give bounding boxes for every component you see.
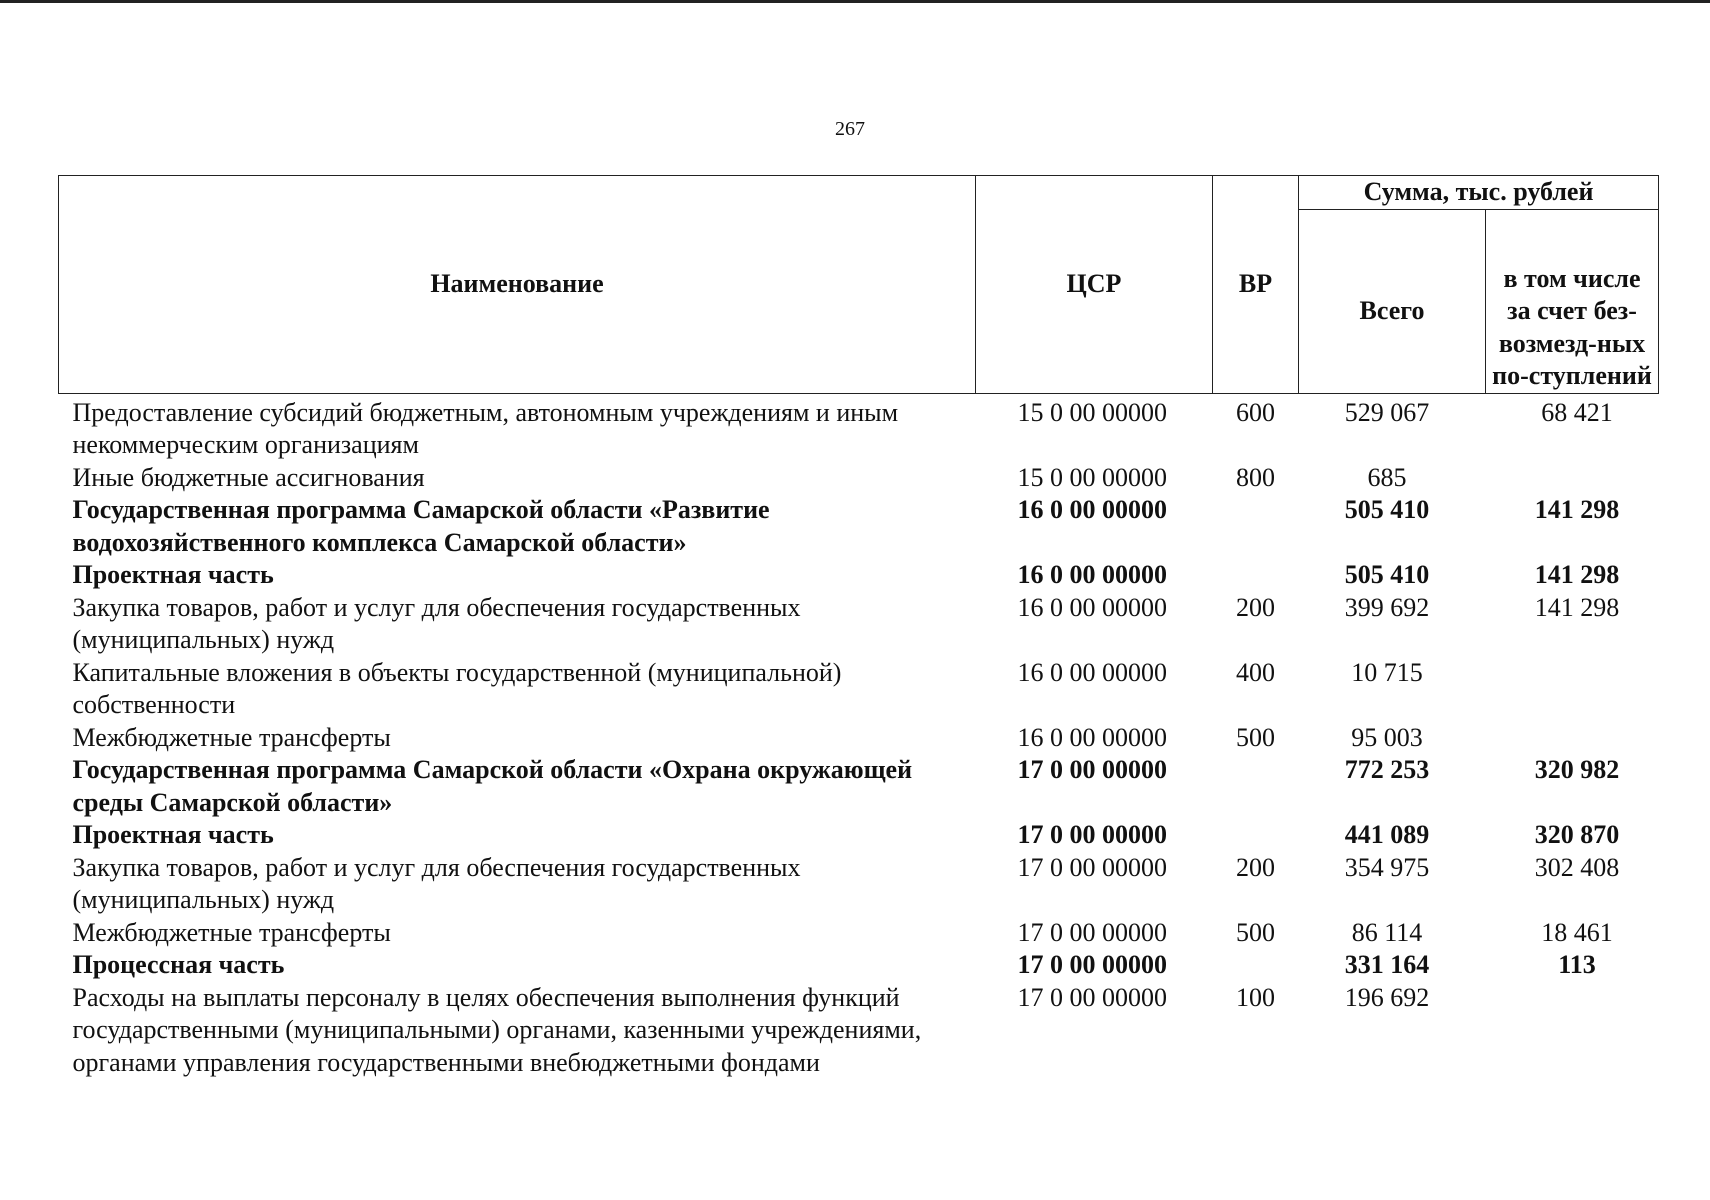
header-csr: ЦСР	[976, 176, 1213, 394]
cell-name: Процессная часть	[72, 950, 285, 979]
cell-name: Предоставление субсидий бюджетным, автономным учреждениям и иным некоммерческим организациям	[72, 397, 899, 459]
table-row	[59, 852, 1659, 917]
cell-total: 441 089	[1344, 820, 1430, 849]
header-total: Всего	[1299, 209, 1486, 393]
header-sum-group: Сумма, тыс. рублей	[1299, 176, 1659, 210]
cell-vr	[1213, 949, 1299, 982]
cell-name: Проектная часть	[72, 820, 274, 849]
cell-total: 685	[1367, 462, 1407, 492]
cell-free-receipts: 141 298	[1534, 560, 1620, 589]
cell-name: Государственная программа Самарской области «Охрана окружающей среды Самарской области»	[72, 755, 913, 817]
cell-csr: 17 0 00 00000	[1017, 917, 1167, 947]
cell-vr	[1213, 559, 1299, 592]
table-row	[59, 559, 1659, 592]
header-free-receipts: в том числе за счет без-возмезд-ных по-ступлений	[1486, 209, 1659, 393]
cell-total: 399 692	[1344, 592, 1430, 622]
cell-free-receipts	[1486, 462, 1659, 495]
cell-vr: 200	[1236, 592, 1275, 622]
table-row	[59, 949, 1659, 982]
cell-csr: 15 0 00 00000	[1017, 462, 1167, 492]
cell-vr: 400	[1236, 657, 1275, 687]
table-row	[59, 494, 1659, 559]
cell-free-receipts: 18 461	[1541, 917, 1613, 947]
top-border-line	[0, 0, 1710, 3]
cell-total: 10 715	[1351, 657, 1423, 687]
cell-total: 95 003	[1351, 722, 1423, 752]
cell-total: 86 114	[1351, 917, 1423, 947]
table-row	[59, 393, 1659, 462]
table-body	[59, 393, 1659, 1079]
cell-vr: 200	[1236, 852, 1275, 882]
budget-table	[58, 175, 1659, 1079]
cell-csr: 17 0 00 00000	[1017, 950, 1167, 979]
header-name: Наименование	[59, 176, 976, 394]
cell-total: 529 067	[1344, 397, 1430, 427]
cell-name: Государственная программа Самарской области «Развитие водохозяйственного комплекса Самарской области»	[72, 495, 770, 557]
page-number: 267	[835, 118, 865, 140]
header-vr: ВР	[1213, 176, 1299, 394]
cell-csr: 16 0 00 00000	[1017, 722, 1167, 752]
cell-csr: 17 0 00 00000	[1017, 982, 1167, 1012]
cell-csr: 17 0 00 00000	[1017, 820, 1167, 849]
cell-vr: 500	[1236, 917, 1275, 947]
table-row	[59, 722, 1659, 755]
cell-vr: 500	[1236, 722, 1275, 752]
cell-vr: 100	[1236, 982, 1275, 1012]
cell-csr: 15 0 00 00000	[1017, 397, 1167, 427]
cell-total: 331 164	[1344, 950, 1430, 979]
document-body	[58, 175, 1658, 1079]
cell-total: 354 975	[1344, 852, 1430, 882]
cell-vr	[1213, 819, 1299, 852]
cell-vr	[1213, 494, 1299, 559]
table-row	[59, 657, 1659, 722]
cell-free-receipts	[1486, 722, 1659, 755]
cell-free-receipts	[1486, 982, 1659, 1080]
table-row	[59, 754, 1659, 819]
cell-name: Иные бюджетные ассигнования	[72, 462, 425, 492]
cell-name: Закупка товаров, работ и услуг для обеспечения государственных (муниципальных) нужд	[72, 592, 801, 654]
cell-free-receipts: 320 982	[1534, 755, 1620, 784]
cell-name: Проектная часть	[72, 560, 274, 589]
cell-total: 505 410	[1344, 560, 1430, 589]
cell-total: 196 692	[1344, 982, 1430, 1012]
cell-name: Межбюджетные трансферты	[72, 722, 391, 752]
cell-vr: 600	[1236, 397, 1275, 427]
cell-name: Капитальные вложения в объекты государственной (муниципальной) собственности	[72, 657, 842, 719]
table-row	[59, 819, 1659, 852]
cell-free-receipts: 68 421	[1541, 397, 1613, 427]
cell-csr: 16 0 00 00000	[1017, 560, 1167, 589]
cell-name: Расходы на выплаты персоналу в целях обеспечения выполнения функций государственными (муниципальными) органами, казенными учреждениями, органами управления государственными внебюджетными фондами	[72, 982, 922, 1077]
table-row	[59, 592, 1659, 657]
cell-csr: 16 0 00 00000	[1017, 495, 1167, 524]
cell-vr: 800	[1236, 462, 1275, 492]
cell-csr: 17 0 00 00000	[1017, 755, 1167, 784]
cell-total: 505 410	[1344, 495, 1430, 524]
cell-name: Закупка товаров, работ и услуг для обеспечения государственных (муниципальных) нужд	[72, 852, 801, 914]
cell-name: Межбюджетные трансферты	[72, 917, 391, 947]
cell-free-receipts: 320 870	[1534, 820, 1620, 849]
cell-free-receipts: 141 298	[1534, 592, 1620, 622]
cell-csr: 16 0 00 00000	[1017, 657, 1167, 687]
cell-csr: 17 0 00 00000	[1017, 852, 1167, 882]
cell-vr	[1213, 754, 1299, 819]
cell-free-receipts	[1486, 657, 1659, 722]
cell-free-receipts: 141 298	[1534, 495, 1620, 524]
table-header	[59, 176, 1659, 394]
cell-total: 772 253	[1344, 755, 1430, 784]
table-row	[59, 917, 1659, 950]
table-row	[59, 462, 1659, 495]
cell-free-receipts: 302 408	[1534, 852, 1620, 882]
cell-free-receipts: 113	[1558, 950, 1596, 979]
cell-csr: 16 0 00 00000	[1017, 592, 1167, 622]
table-row	[59, 982, 1659, 1080]
